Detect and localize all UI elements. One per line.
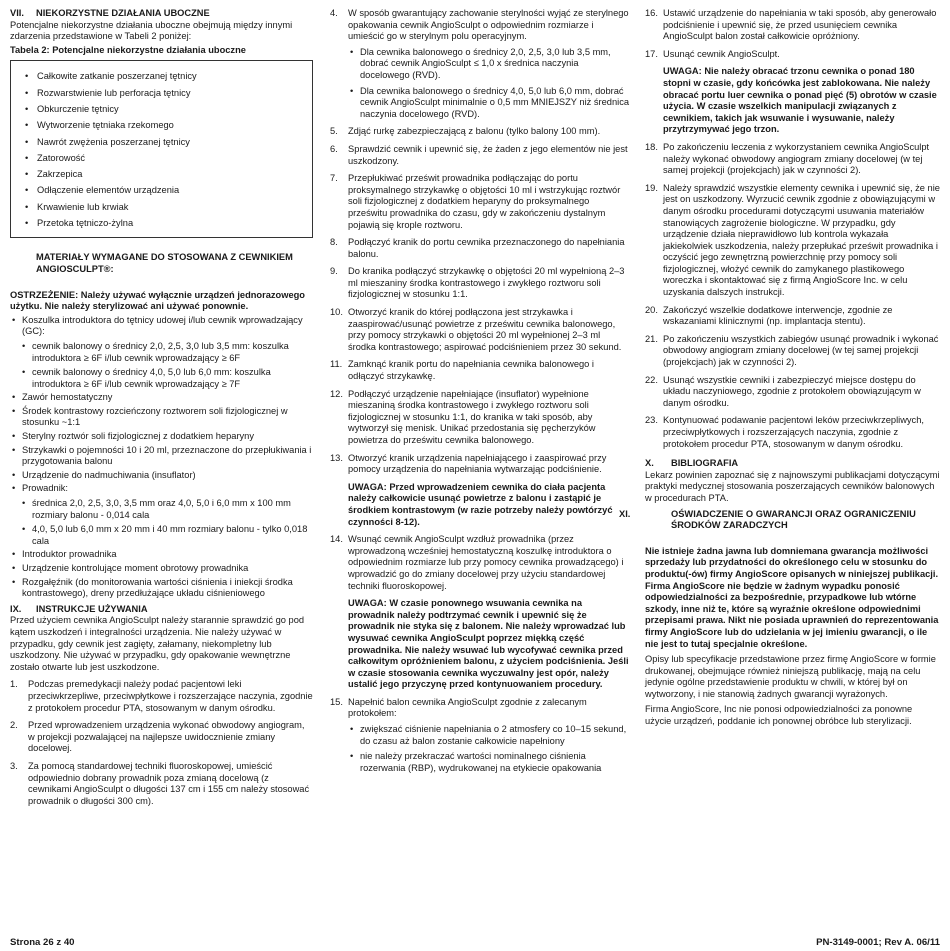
table-item: • Zatorowość xyxy=(25,150,306,166)
table-item: • Odłączenie elementów urządzenia xyxy=(25,182,306,198)
page-number: Strona 26 z 40 xyxy=(10,937,75,948)
step-item: 21. Po zakończeniu wszystkich zabiegów usunąć prowadnik i wykonać obwodowy angiogram zmiany docelowej (w tej samej projekcji (projekcjach) jak w czynności 2). xyxy=(645,333,939,368)
section-7-heading: VII. NIEKORZYSTNE DZIAŁANIA UBOCZNE xyxy=(10,8,210,18)
table-item: • Rozwarstwienie lub perforacja tętnicy xyxy=(25,85,306,101)
table-item: • Nawrót zwężenia poszerzanej tętnicy xyxy=(25,134,306,150)
material-item: • Rozgałęźnik (do monitorowania wartości ciśnienia i iniekcji środka kontrastowego), dreny przedłużające układu ciśnieniowego xyxy=(10,577,313,600)
warranty-disclaimer: Nie istnieje żadna jawna lub domniemana gwarancja możliwości sprzedaży lub przydatności do określonego celu w stosunku do produktu(-ów) firmy AngioScore opisanych w niniejszej publikacji. Firma AngioScore nie będzie w żadnym wypadku ponosić odpowiedzialności za bezpośrednie, przypadkowe lub wtórne szkody, inne niż te, które są wyraźnie określone odpowiednimi przepisami prawa. Nikt nie posiada uprawnień do reprezentowania firmy AngioScore lub do udzielania w jej imieniu gwarancji, o ile nie jest to tutaj specjalnie określone. xyxy=(645,545,939,649)
step-item: 20. Zakończyć wszelkie dodatkowe interwencje, zgodnie ze wskazaniami klinicznymi (np. implantacja stentu). xyxy=(645,304,893,327)
column-right xyxy=(619,8,940,728)
step-item: 17. Usunąć cewnik AngioSculpt. xyxy=(645,48,780,59)
document-number: PN-3149-0001; Rev A. 06/11 xyxy=(816,937,940,948)
step-item: 7. Przepłukiwać prześwit prowadnika podłączając do portu proksymalnego strzykawkę o objętości 10 ml i wstrzykując roztwór soli fizjologicznej z dodatkiem heparyny do proksymalnego prześwitu prowadnika do czasu, gdy w zakończeniu dystalnym pojawią się krople roztworu. xyxy=(330,173,621,230)
step-item: 3. Za pomocą standardowej techniki fluoroskopowej, umieścić odpowiednio dobrany prowadnik poza zmianą docelową (z cewnikami AngioSculpt o długości 137 cm i 155 cm należy stosować prowadnik o długości 300 cm). xyxy=(10,760,310,806)
material-subitem: • 4,0, 5,0 lub 6,0 mm x 20 mm i 40 mm rozmiary balonu - tylko 0,018 cala xyxy=(10,524,313,547)
material-item: • Środek kontrastowy rozcieńczony roztworem soli fizjologicznej w stosunku ~1:1 xyxy=(10,406,313,429)
step-item: 1. Podczas premedykacji należy podać pacjentowi leki przeciwkrzepliwe, przeciwpłytkowe i rozszerzające naczynia, zgodnie z protokołem procedur PTA, stosowanym w danym ośrodku. xyxy=(10,679,313,713)
material-item: • Sterylny roztwór soli fizjologicznej z dodatkiem heparyny xyxy=(10,431,313,443)
section-10-text: Lekarz powinien zapoznać się z najnowszymi publikacjami dotyczącymi praktyki medycznej stosowania poszerzających cewników balonowych w procedurach PTA. xyxy=(645,469,940,503)
caution-note: UWAGA: Nie należy obracać trzonu cewnika o ponad 180 stopni w czasie, gdy końcówka jest zablokowana. Nie należy obracać portu luer cewnika o ponad pięć (5) obrotów w czasie użycia. W czasie wszelkich manipulacji związanych z cewnikiem, takich jak wsuwanie i wysuwanie, należy przytrzymywać jego trzon. xyxy=(663,66,937,135)
table-item: • Krwawienie lub krwiak xyxy=(25,199,306,215)
step-subitem: • zwiększać ciśnienie napełniania o 2 atmosfery co 10–15 sekund, do czasu aż balon zostanie całkowicie napełniony xyxy=(348,724,630,747)
table-item: • Obkurczenie tętnicy xyxy=(25,101,306,117)
step-item: 18. Po zakończeniu leczenia z wykorzystaniem cewnika AngioSculpt należy wykonać obwodowy angiogram zmiany docelowej (w tej samej projekcji (projekcjach) jak w czynności 2). xyxy=(645,141,930,176)
section-8-warning: OSTRZEŻENIE: Należy używać wyłącznie urządzeń jednorazowego użytku. Nie należy sterylizować ani używać ponownie. xyxy=(10,289,305,312)
table-2-title: Tabela 2: Potencjalne niekorzystne działania uboczne xyxy=(10,44,246,55)
adverse-effects-table xyxy=(10,60,313,238)
material-item: • Strzykawki o pojemności 10 i 20 ml, przeznaczone do przepłukiwania i przygotowania balonu xyxy=(10,445,313,468)
step-item: 4. W sposób gwarantujący zachowanie sterylności wyjąć ze sterylnego opakowania cewnik AngioSculpt o odpowiednim rozmiarze i umieścić go w sterylnym polu operacyjnym. xyxy=(330,8,629,42)
column-middle xyxy=(330,8,630,774)
step-item: 22. Usunąć wszystkie cewniki i zabezpieczyć miejsce dostępu do układu naczyniowego, zgodnie z protokołem obowiązującym w danym ośrodku. xyxy=(645,374,921,408)
table-item: • Przetoka tętniczo-żylna xyxy=(25,215,306,231)
warranty-paragraph: Opisy lub specyfikacje przedstawione przez firmę AngioScore w formie drukowanej, obejmujące również niniejszą publikację, mają na celu jedynie ogólne przedstawienie produktu w chwili, w której był on wytworzony, i nie stanowią żadnych gwarancji wyrażonych. xyxy=(645,654,936,699)
section-9-heading: IX. INSTRUKCJE UŻYWANIA xyxy=(10,603,148,614)
material-subitem: • cewnik balonowy o średnicy 4,0, 5,0 lub 6,0 mm: koszulka introduktora ≥ 6F i/lub cewnik wprowadzający ≥ 7F xyxy=(10,367,313,390)
step-item: 15. Napełnić balon cewnika AngioSculpt zgodnie z zalecanym protokołem: xyxy=(330,696,587,719)
step-item: 8. Podłączyć kranik do portu cewnika przeznaczonego do napełniania balonu. xyxy=(330,237,625,259)
step-item: 2. Przed wprowadzeniem urządzenia wykonać obwodowy angiogram, w projekcji pozwalającej na najlepsze uwidocznienie zmiany docelowej. xyxy=(10,720,305,754)
section-10-heading: X. BIBLIOGRAFIA xyxy=(645,458,739,469)
step-item: 5. Zdjąć rurkę zabezpieczającą z balonu (tylko balony 100 mm). xyxy=(330,126,601,137)
material-item: • Introduktor prowadnika xyxy=(10,549,313,561)
step-item: 9. Do kranika podłączyć strzykawkę o objętości 20 ml wypełnioną 2–3 ml mieszaniny środka kontrastowego i zwykłego roztworu soli fizjologicznej w stosunku 1:1. xyxy=(330,266,625,300)
material-subitem: • średnica 2,0, 2,5, 3,0, 3,5 mm oraz 4,0, 5,0 i 6,0 mm x 100 mm rozmiary balonu - 0,014 cala xyxy=(10,498,313,521)
section-8-heading: MATERIAŁY WYMAGANE DO STOSOWANA Z CEWNIKIEM ANGIOSCULPT®: xyxy=(36,252,293,274)
section-7-intro: Potencjalne niekorzystne działania uboczne obejmują między innymi zdarzenia przedstawione w Tabeli 2 poniżej: xyxy=(10,19,293,42)
material-item: • Koszulka introduktora do tętnicy udowej i/lub cewnik wprowadzający (GC): xyxy=(10,315,313,338)
step-item: 19. Należy sprawdzić wszystkie elementy cewnika i upewnić się, że nie jest on uszkodzony. Wyrzucić cewnik zgodnie z obowiązującymi w danym ośrodku procedurami dotyczącymi usuwania materiałów stanowiących zagrożenie biologiczne. W przypadku, gdy urządzenie działa nieprawidłowo lub kontrola wykazała jakiekolwiek uszkodzenia, należy przepłukać prześwit prowadnika i oczyścić jego zewnętrzną powierzchnię przy pomocy soli fizjologicznej, włożyć cewnik do zamykanego plastikowego woreczka i skontaktować się z firmą AngioScore Inc. w celu uzyskania dalszych instrukcji. xyxy=(645,182,940,298)
material-item: • Urządzenie do nadmuchiwania (insuflator) xyxy=(10,470,313,482)
step-item: 10. Otworzyć kranik do której podłączona jest strzykawka i zaaspirować/usunąć powietrze z prześwitu cewnika balonowego, przy pomocy strzykawki o objętości 20 ml wypełnionej 2–3 ml środka kontrastowego; aspirować podciśnieniem przez 30 sekund. xyxy=(330,307,622,352)
table-item: • Wytworzenie tętniaka rzekomego xyxy=(25,117,306,133)
section-9-intro: Przed użyciem cewnika AngioSculpt należy starannie sprawdzić go pod kątem uszkodzeń i integralności urządzenia. Nie należy używać w przypadku, gdy cewnik jest zagięty, załamany, niekompletny lub uszkodzony. Nie używać w przypadku, gdy opakowanie wewnętrzne zostało otwarte lub jest uszkodzone. xyxy=(10,615,305,672)
step-item: 12. Podłączyć urządzenie napełniające (insuflator) wypełnione mieszaniną środka kontrastowego i zwykłego roztworu soli fizjologicznej w stosunku 1:1, do kranika w taki sposób, aby wytworzył się menisk. Unikać przedostania się pęcherzyków powietrza do prześwitu cewnika balonowego. xyxy=(330,388,596,445)
warranty-paragraph: Firma AngioScore, Inc nie ponosi odpowiedzialności za ponowne użycie urządzeń, poddanie ich ponownej obróbce lub sterylizacji. xyxy=(645,704,913,727)
section-11-heading: XI. OŚWIADCZENIE O GWARANCJI ORAZ OGRANICZENIU ŚRODKÓW ZARADCZYCH xyxy=(619,508,916,531)
step-subitem: • nie należy przekraczać wartości nominalnego ciśnienia rozerwania (RBP), wydrukowanej na etykiecie opakowania xyxy=(348,751,630,774)
step-item: 13. Otworzyć kranik urządzenia napełniającego i zaaspirować przy pomocy urządzenia do napełniania wytwarzając podciśnienie. xyxy=(330,452,607,475)
table-item: • Całkowite zatkanie poszerzanej tętnicy xyxy=(25,68,306,84)
step-subitem: • Dla cewnika balonowego o średnicy 4,0, 5,0 lub 6,0 mm, dobrać cewnik AngioSculpt minimalnie o 0,5 mm MNIEJSZY niż średnica naczynia docelowego (RVD). xyxy=(348,86,630,121)
material-item: • Zawór hemostatyczny xyxy=(10,392,313,404)
step-item: 23. Kontynuować podawanie pacjentowi leków przeciwkrzepliwych, przeciwpłytkowych i rozszerzających naczynia, zgodnie z protokołem procedur PTA, stosowanym w danym ośrodku. xyxy=(645,415,924,449)
caution-note: UWAGA: W czasie ponownego wsuwania cewnika na prowadnik należy podtrzymać cewnik i upewnić się że prowadnik nie styka się z balonem. Nie należy wprowadzać lub wysuwać cewnika AngioSculpt poprzez miękką część prowadnika. Nie należy wsuwać lub wycofywać cewnika przed całkowitym opróżnieniem balonu, z użyciem podciśnienia. Jeśli w czasie stosowania cewnika wyczuwalny jest opór, należy ustalić jego przyczynę przed kontynuowaniem procedury. xyxy=(348,598,629,690)
material-subitem: • cewnik balonowy o średnicy 2,0, 2,5, 3,0 lub 3,5 mm: koszulka introduktora ≥ 6F i/lub cewnik wprowadzający ≥ 6F xyxy=(10,341,313,364)
column-left xyxy=(10,8,313,807)
step-item: 14. Wsunąć cewnik AngioSculpt wzdłuż prowadnika (przez wprowadzoną wcześniej hemostatyczną koszulkę introduktora o odpowiednim rozmiarze lub przy pomocy cewnika prowadzącego) i wprowadzić go do zmiany docelowej przy użyciu standardowej techniki fluoroskopowej. xyxy=(330,534,624,591)
step-item: 16. Ustawić urządzenie do napełniania w taki sposób, aby generowało podciśnienie i upewnić się, że przed usunięciem cewnika AngioSculpt balon został całkowicie opróżniony. xyxy=(645,8,937,42)
step-item: 11. Zamknąć kranik portu do napełniania cewnika balonowego i odłączyć strzykawkę. xyxy=(330,359,594,382)
caution-note: UWAGA: Przed wprowadzeniem cewnika do ciała pacjenta należy całkowicie usunąć powietrze z balonu i zastąpić je środkiem kontrastowym (w razie potrzeby należy powtórzyć czynności 8-12). xyxy=(348,481,613,527)
material-item: • Urządzenie kontrolujące moment obrotowy prowadnika xyxy=(10,563,313,575)
step-subitem: • Dla cewnika balonowego o średnicy 2,0, 2,5, 3,0 lub 3,5 mm, dobrać cewnik AngioSculpt ≤ 1,0 x średnica naczynia docelowego (RVD). xyxy=(348,47,630,82)
material-item: • Prowadnik: xyxy=(10,483,313,495)
table-item: • Zakrzepica xyxy=(25,166,306,182)
step-item: 6. Sprawdzić cewnik i upewnić się, że żaden z jego elementów nie jest uszkodzony. xyxy=(330,143,628,166)
